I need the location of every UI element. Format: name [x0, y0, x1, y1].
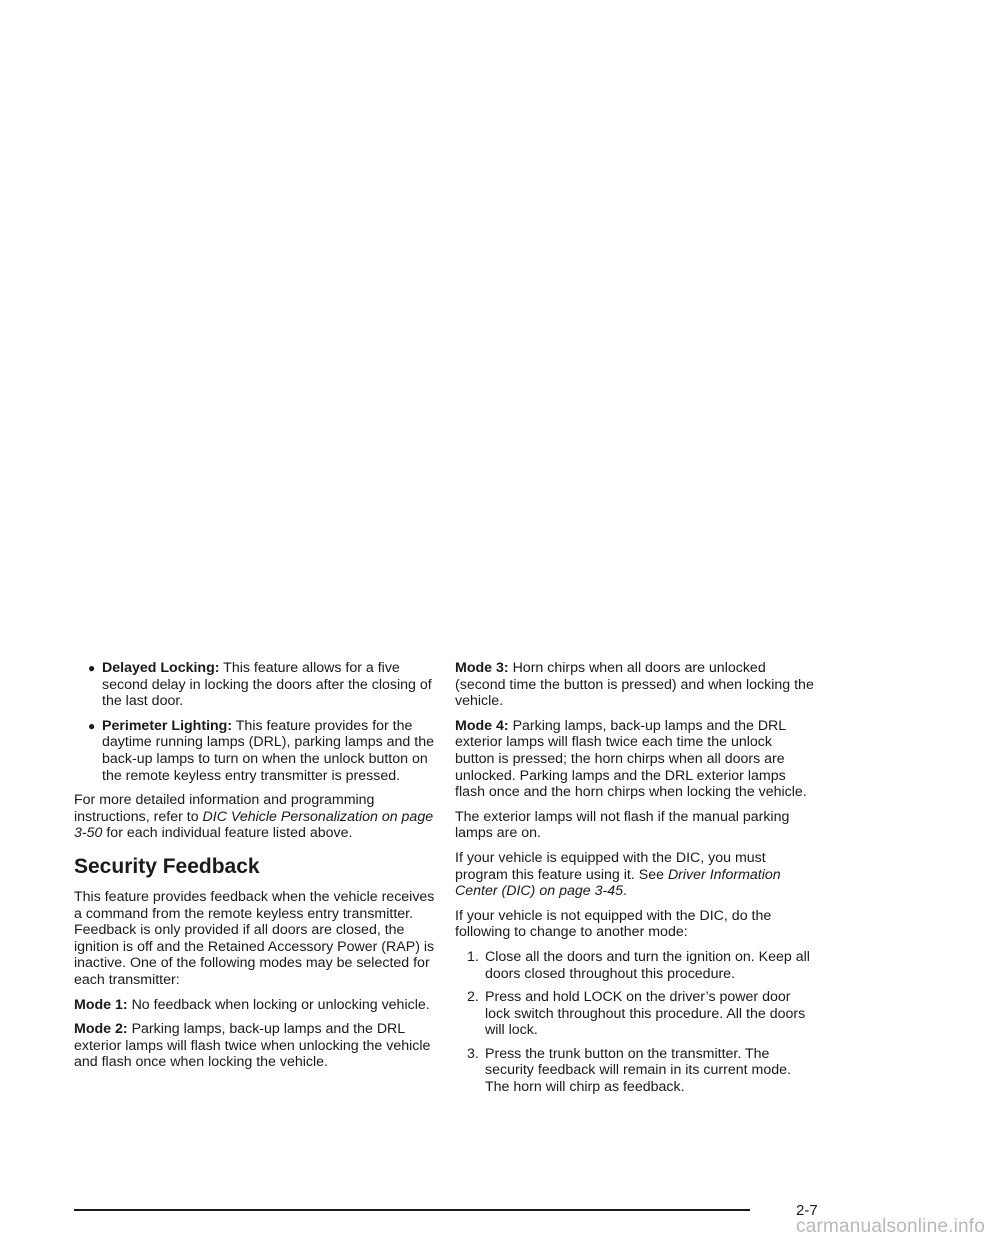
mode-term: Mode 4: [455, 717, 509, 734]
page-number: 2-7 [796, 1202, 818, 1219]
manual-lamps-note: The exterior lamps will not flash if the manual parking lamps are on. [455, 808, 790, 842]
step-3 [455, 1046, 815, 1096]
bullet-delayed-locking [74, 660, 440, 710]
step-2 [455, 989, 815, 1039]
step-text: Press the trunk button on the transmitter. The security feedback will remain in its current mode. The horn will chirp as feedback. [485, 1045, 791, 1096]
bullet-text: This feature allows for a five second delay in locking the doors after the closing of the last door. [102, 660, 432, 710]
mode-text: Parking lamps, back-up lamps and the DRL exterior lamps will flash twice when unlocking the vehicle and flash once when locking the vehicle. [74, 1021, 431, 1071]
section-title: Security Feedback [74, 854, 260, 878]
cross-reference-link[interactable]: Driver Information Center (DIC) on page 3-45 [455, 866, 781, 900]
step-number: 3. [467, 1045, 479, 1062]
bullet-text: This feature provides for the daytime running lamps (DRL), parking lamps and the back-up lamps to turn on when the unlock button on the remote keyless entry transmitter is pressed. [102, 717, 434, 784]
bullet-icon: ● [88, 718, 96, 733]
footer-rule [74, 1209, 750, 1211]
dic-note-paragraph: If your vehicle is equipped with the DIC, you must program this feature using it. See Driver Information Center (DIC) on page 3-45. [455, 849, 781, 900]
step-number: 1. [467, 948, 479, 965]
no-dic-intro: If your vehicle is not equipped with the DIC, do the following to change to another mode: [455, 907, 772, 941]
mode-text: Horn chirps when all doors are unlocked (second time the button is pressed) and when locking the vehicle. [455, 660, 814, 710]
bullet-term: Delayed Locking: [102, 660, 220, 676]
mode-term: Mode 1: [74, 996, 128, 1013]
mode-2-paragraph [74, 1021, 440, 1071]
cross-reference-link[interactable]: DIC Vehicle Personalization on page 3-50 [74, 808, 434, 842]
right-column [455, 660, 815, 1103]
bullet-perimeter-lighting [74, 718, 440, 784]
step-number: 2. [467, 989, 479, 1006]
left-column [74, 660, 440, 1079]
bullet-term: Perimeter Lighting: [102, 717, 233, 734]
more-info-paragraph: For more detailed information and programming instructions, refer to DIC Vehicle Personalization on page 3-50 for each individual feature listed above. [74, 792, 434, 842]
bullet-icon: ● [88, 661, 96, 675]
watermark: carmanualsonline.info [796, 1216, 985, 1237]
mode-4-paragraph [455, 718, 815, 801]
mode-text: No feedback when locking or unlocking vehicle. [131, 996, 430, 1013]
step-text: Close all the doors and turn the ignition on. Keep all doors closed throughout this procedure. [485, 948, 810, 982]
intro-paragraph: This feature provides feedback when the vehicle receives a command from the remote keyless entry transmitter. Feedback is only provided if all doors are closed, the ignition is off and the Retained Accessory Power (RAP) is inactive. One of the following modes may be selected for each transmitter: [74, 888, 435, 988]
mode-1-paragraph [74, 997, 440, 1014]
mode-term: Mode 3: [455, 660, 509, 676]
mode-term: Mode 2: [74, 1021, 128, 1038]
mode-text: Parking lamps, back-up lamps and the DRL exterior lamps will flash twice each time the unlock button is pressed; the horn chirps when all doors are unlocked. Parking lamps and the DRL exterior lamps flash once and the horn chirps when locking the vehicle. [455, 717, 807, 801]
step-text: Press and hold LOCK on the driver’s power door lock switch throughout this procedure. All the doors will lock. [485, 989, 806, 1039]
mode-3-paragraph [455, 660, 815, 710]
step-1 [455, 949, 815, 982]
